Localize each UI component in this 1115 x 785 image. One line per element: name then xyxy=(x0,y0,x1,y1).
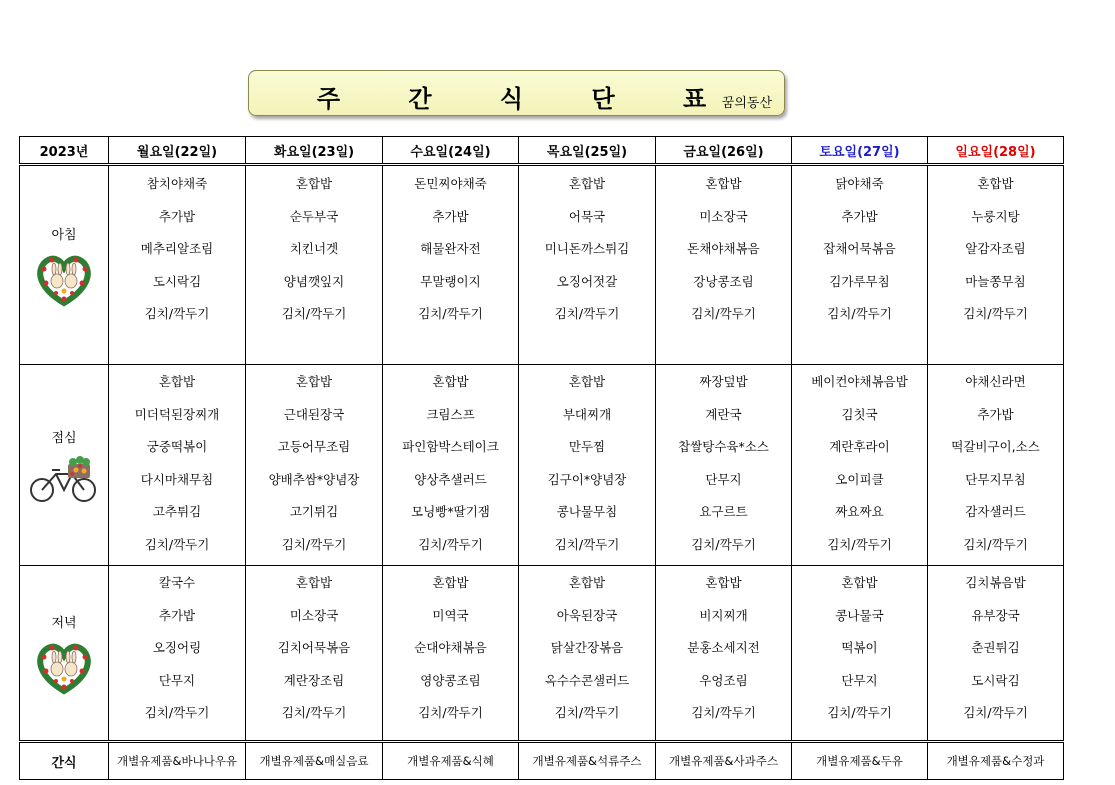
menu-item: 양배추쌈*양념장 xyxy=(268,471,360,487)
menu-cell xyxy=(928,165,1064,365)
menu-item: 무말랭이지 xyxy=(420,273,481,289)
menu-cell xyxy=(656,566,792,742)
menu-item: 김치/깍두기 xyxy=(963,705,1028,720)
menu-item: 어묵국 xyxy=(568,208,606,224)
menu-item: 혼합밥 xyxy=(568,575,606,590)
menu-item: 추가밥 xyxy=(841,208,878,224)
menu-item: 미소장국 xyxy=(289,607,339,623)
menu-cell xyxy=(109,165,246,365)
menu-item: 치킨너겟 xyxy=(289,241,339,256)
menu-item: 고추튀김 xyxy=(152,504,202,519)
day-header: 목요일(25일) xyxy=(519,137,656,165)
menu-item: 콩나물무침 xyxy=(556,504,618,519)
meal-row-breakfast xyxy=(20,165,1064,365)
menu-item: 오징어링 xyxy=(152,640,202,655)
snack-cell: 개별유제품&바나나우유 xyxy=(109,742,246,780)
menu-item: 혼합밥 xyxy=(977,176,1014,191)
meal-label: 아침 xyxy=(51,227,77,243)
page-subtitle: 꿈의동산 xyxy=(721,96,772,111)
menu-cell xyxy=(656,165,792,365)
menu-item: 김치/깍두기 xyxy=(554,536,620,552)
menu-item: 김치/깍두기 xyxy=(827,306,892,321)
menu-item: 김치/깍두기 xyxy=(281,705,347,720)
day-header-saturday: 토요일(27일) xyxy=(792,137,928,165)
menu-item: 혼합밥 xyxy=(841,575,878,590)
menu-cell xyxy=(246,365,383,566)
menu-item: 혼합밥 xyxy=(432,374,469,389)
meal-label-cell xyxy=(20,165,109,365)
menu-item: 유부장국 xyxy=(971,607,1020,623)
menu-item: 닭야채죽 xyxy=(835,176,884,191)
menu-item: 잡채어묵볶음 xyxy=(823,241,896,256)
menu-cell xyxy=(519,365,656,566)
menu-cell xyxy=(792,365,928,566)
menu-item: 미역국 xyxy=(432,607,469,623)
snack-cell: 개별유제품&사과주스 xyxy=(656,742,792,780)
menu-item: 도시락김 xyxy=(971,672,1020,688)
menu-item: 김칫국 xyxy=(841,406,878,422)
menu-cell xyxy=(109,365,246,566)
menu-cell xyxy=(383,165,519,365)
year-header: 2023년 xyxy=(20,137,109,165)
menu-item: 김치/깍두기 xyxy=(827,536,892,552)
menu-item: 계란후라이 xyxy=(829,439,890,454)
menu-item: 추가밥 xyxy=(432,208,469,224)
menu-item: 김치/깍두기 xyxy=(963,306,1028,321)
menu-item: 김가루무침 xyxy=(829,273,890,289)
menu-item: 메추리알조림 xyxy=(140,241,214,256)
menu-item: 떡볶이 xyxy=(841,640,878,655)
menu-item: 베이컨야채볶음밥 xyxy=(811,374,908,389)
menu-item: 김치/깍두기 xyxy=(827,705,892,720)
menu-item: 닭살간장볶음 xyxy=(550,640,624,655)
menu-item: 고기튀김 xyxy=(289,504,339,519)
menu-item: 요구르트 xyxy=(699,504,748,519)
menu-item: 김치/깍두기 xyxy=(691,306,756,321)
menu-item: 콩나물국 xyxy=(835,607,884,623)
menu-item: 혼합밥 xyxy=(705,575,742,590)
menu-item: 단무지 xyxy=(158,672,196,688)
day-header: 금요일(26일) xyxy=(656,137,792,165)
meal-row-lunch xyxy=(20,365,1064,566)
menu-item: 김치/깍두기 xyxy=(418,306,483,321)
menu-item: 짜장덮밥 xyxy=(699,374,748,389)
menu-item: 짜요짜요 xyxy=(835,504,884,519)
menu-item: 궁중떡볶이 xyxy=(146,439,208,454)
menu-item: 추가밥 xyxy=(158,607,196,623)
menu-item: 돈민찌야채죽 xyxy=(414,176,487,191)
day-header: 화요일(23일) xyxy=(246,137,383,165)
menu-cell xyxy=(519,566,656,742)
menu-item: 양상추샐러드 xyxy=(414,471,487,487)
menu-item: 해물완자전 xyxy=(420,241,481,256)
menu-item: 김치/깍두기 xyxy=(144,536,210,552)
menu-item: 혼합밥 xyxy=(432,575,469,590)
menu-item: 추가밥 xyxy=(977,406,1014,422)
menu-item: 감자샐러드 xyxy=(965,504,1026,519)
menu-cell xyxy=(109,566,246,742)
title-banner xyxy=(248,70,785,116)
menu-item: 김구이*양념장 xyxy=(547,471,627,487)
menu-item: 김치/깍두기 xyxy=(418,705,483,720)
meal-label: 점심 xyxy=(51,430,77,446)
menu-item: 추가밥 xyxy=(158,208,196,224)
menu-item: 김치/깍두기 xyxy=(144,705,210,720)
menu-item: 오징어젓갈 xyxy=(556,273,618,289)
menu-item: 돈채야채볶음 xyxy=(687,241,760,256)
menu-item: 김치/깍두기 xyxy=(554,306,620,321)
bunny-wreath-icon xyxy=(32,251,96,307)
menu-item: 부대찌개 xyxy=(562,406,612,422)
menu-item: 떡갈비구이,소스 xyxy=(951,439,1040,454)
menu-item: 참치야채죽 xyxy=(146,176,208,191)
menu-item: 혼합밥 xyxy=(568,374,606,389)
menu-item: 미니돈까스튀김 xyxy=(544,241,630,256)
menu-item: 계란국 xyxy=(705,406,742,422)
menu-cell xyxy=(656,365,792,566)
meal-label: 저녁 xyxy=(51,615,77,631)
menu-item: 단무지 xyxy=(841,672,878,688)
menu-item: 우엉조림 xyxy=(699,672,748,688)
bunny-wreath-icon xyxy=(32,639,96,695)
menu-item: 분홍소세지전 xyxy=(687,640,760,655)
menu-item: 야채신라면 xyxy=(965,374,1026,389)
menu-item: 파인함박스테이크 xyxy=(402,439,499,454)
snack-cell: 개별유제품&수정과 xyxy=(928,742,1064,780)
menu-cell xyxy=(519,165,656,365)
menu-item: 김치/깍두기 xyxy=(691,536,756,552)
menu-item: 비지찌개 xyxy=(699,607,748,623)
menu-item: 양념깻잎지 xyxy=(283,273,345,289)
menu-cell xyxy=(792,165,928,365)
menu-cell xyxy=(383,365,519,566)
menu-item: 김치/깍두기 xyxy=(281,536,347,552)
menu-cell xyxy=(792,566,928,742)
menu-item: 김치/깍두기 xyxy=(418,536,483,552)
menu-item: 누룽지탕 xyxy=(971,208,1020,224)
menu-item: 모닝빵*딸기잼 xyxy=(411,504,490,519)
weekly-menu-table xyxy=(19,136,1064,780)
menu-item: 아욱된장국 xyxy=(556,607,618,623)
day-header: 수요일(24일) xyxy=(383,137,519,165)
menu-item: 혼합밥 xyxy=(158,374,196,389)
menu-item: 칼국수 xyxy=(158,575,196,590)
day-header: 월요일(22일) xyxy=(109,137,246,165)
menu-item: 단무지무침 xyxy=(965,471,1026,487)
menu-cell xyxy=(383,566,519,742)
snack-cell: 개별유제품&두유 xyxy=(792,742,928,780)
bicycle-icon xyxy=(28,452,100,504)
snack-row xyxy=(20,742,1064,780)
menu-cell xyxy=(246,566,383,742)
menu-item: 김치/깍두기 xyxy=(281,306,347,321)
menu-item: 옥수수콘샐러드 xyxy=(544,672,630,688)
meal-label-cell xyxy=(20,566,109,742)
menu-item: 혼합밥 xyxy=(705,176,742,191)
snack-cell: 개별유제품&매실음료 xyxy=(246,742,383,780)
snack-cell: 개별유제품&석류주스 xyxy=(519,742,656,780)
menu-item: 순대야채볶음 xyxy=(414,640,487,655)
meal-row-dinner xyxy=(20,566,1064,742)
menu-item: 순두부국 xyxy=(289,208,339,224)
menu-cell xyxy=(246,165,383,365)
menu-item: 미더덕된장찌개 xyxy=(134,406,220,422)
menu-item: 알감자조림 xyxy=(965,241,1026,256)
header-row xyxy=(20,137,1064,165)
menu-item: 찹쌀탕수육*소스 xyxy=(678,439,769,454)
menu-item: 김치/깍두기 xyxy=(144,306,210,321)
menu-item: 춘권튀김 xyxy=(971,640,1020,655)
menu-cell xyxy=(928,566,1064,742)
menu-item: 혼합밥 xyxy=(568,176,606,191)
menu-item: 도시락김 xyxy=(152,273,202,289)
menu-item: 크림스프 xyxy=(426,406,475,422)
menu-item: 김치/깍두기 xyxy=(554,705,620,720)
menu-item: 김치/깍두기 xyxy=(691,705,756,720)
menu-item: 마늘쫑무침 xyxy=(965,273,1026,289)
menu-item: 혼합밥 xyxy=(295,374,333,389)
day-header-sunday: 일요일(28일) xyxy=(928,137,1064,165)
menu-item: 오이피클 xyxy=(835,471,884,487)
snack-label: 간식 xyxy=(20,742,109,780)
menu-cell xyxy=(928,365,1064,566)
menu-item: 김치/깍두기 xyxy=(963,536,1028,552)
menu-item: 혼합밥 xyxy=(295,176,333,191)
menu-item: 단무지 xyxy=(705,471,742,487)
menu-item: 다시마채무침 xyxy=(140,471,214,487)
menu-item: 미소장국 xyxy=(699,208,748,224)
meal-label-cell xyxy=(20,365,109,566)
menu-item: 고등어무조림 xyxy=(277,439,351,454)
menu-item: 만두찜 xyxy=(568,439,606,454)
menu-item: 영양콩조림 xyxy=(420,672,481,688)
page-title: 주 간 식 단 표 xyxy=(316,85,737,113)
snack-cell: 개별유제품&식혜 xyxy=(383,742,519,780)
menu-item: 혼합밥 xyxy=(295,575,333,590)
menu-item: 김치볶음밥 xyxy=(965,575,1026,590)
menu-item: 김치어묵볶음 xyxy=(277,640,351,655)
menu-item: 근대된장국 xyxy=(283,406,345,422)
menu-item: 계란장조림 xyxy=(283,672,345,688)
menu-item: 강낭콩조림 xyxy=(693,273,754,289)
